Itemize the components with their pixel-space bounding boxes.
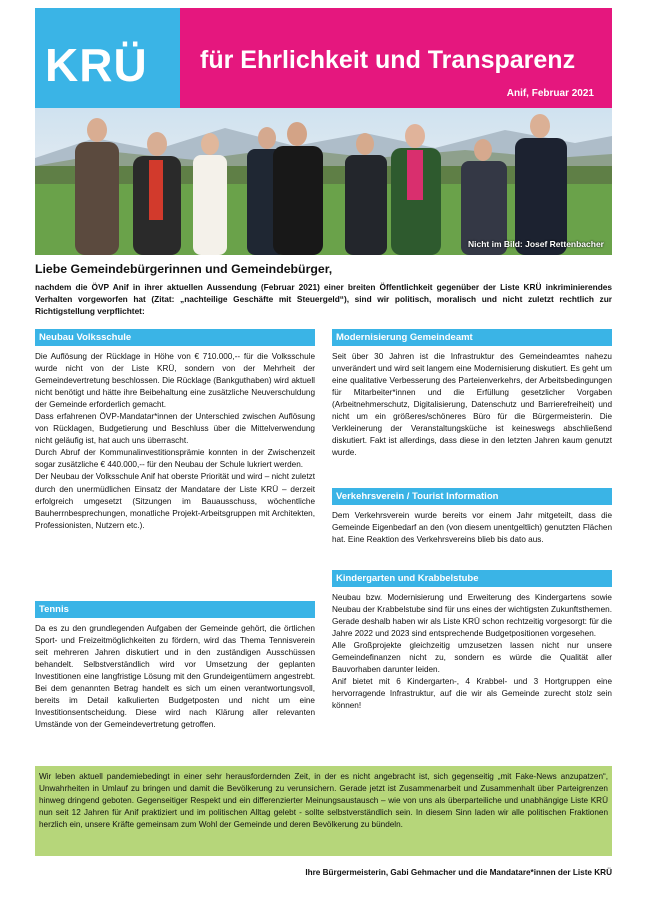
paragraph: Die Auflösung der Rücklage in Höhe von € 710.000,-- für die Volksschule wurde nicht von der Liste KRÜ, sondern von der Mehrheit der Gemeindevertretung beschlossen. Die Rücklage (Bankguthaben) wird aktuell nicht benötigt und hätte ihre Beibehaltung eine zusätzliche Neuverschuldung der Gemeinde erforderlich gemacht. <box>35 352 315 410</box>
closing-statement: Wir leben aktuell pandemiebedingt in einer sehr herausfordernden Zeit, in der es nicht angebracht ist, sich gegenseitig „mit Fake-News anzupatzen“, Unwahrheiten in Umlauf zu bringen und damit die Bevölkerung zu verunsichern. Gerade jetzt ist Zusammenarbeit und Zusammenhalt über Parteigrenzen hinweg dringend geboten. Gegenseitiger Respekt und ein differenzierter Meinungsaustausch – wie von uns als überparteiliche und unabhängige Liste KRÜ nun seit 12 Jahren für Anif praktiziert und im politischen Alltag gelebt - sollte selbstverständlich sein. In diesem Sinn laden wir alle politischen Fraktionen herzlich ein, unsere Kräfte gemeinsam zum Wohl der Gemeinde und deren Bevölkerung zu bündeln. <box>35 766 612 856</box>
section-heading-gemeindeamt: Modernisierung Gemeindeamt <box>332 329 612 346</box>
page-title: für Ehrlichkeit und Transparenz <box>200 46 576 74</box>
paragraph: Alle Großprojekte gleichzeitig umzusetzen lassen nicht nur unsere Gemeindefinanzen nicht zu, sondern es würde die Qualität aller Bauvorhaben darunter leiden. <box>332 641 612 675</box>
section-heading-tennis: Tennis <box>35 601 315 618</box>
section-text-kindergarten <box>332 592 612 712</box>
group-photo-illustration <box>35 108 612 255</box>
photo-caption: Nicht im Bild: Josef Rettenbacher <box>467 239 604 249</box>
section-heading-volksschule: Neubau Volksschule <box>35 329 315 346</box>
paragraph: Dem Verkehrsverein wurde bereits vor einem Jahr mitgeteilt, dass die Gemeinde Eigenbedarf an den (von diesem unentgeltlich) genutzten Flächen hat. Eine Reaktion des Verkehrsvereins blieb bis dato aus. <box>332 511 612 545</box>
greeting: Liebe Gemeindebürgerinnen und Gemeindebürger, <box>35 262 333 276</box>
right-column-middle <box>332 488 612 546</box>
signature: Ihre Bürgermeisterin, Gabi Gehmacher und die Mandatare*innen der Liste KRÜ <box>305 868 612 877</box>
paragraph: Der Neubau der Volksschule Anif hat oberste Priorität und wird – nicht zuletzt durch den unermüdlichen Einsatz der Mandatare der Liste KRÜ – derzeit erfolgreich umgesetzt (Sitzungen im Bauausschuss, wöchentliche Bauherrnbesprechungen, monatliche Projekt-Arbeitsgruppen mit Architekten, Professionisten, Nutzern etc.). <box>35 472 315 530</box>
group-photo <box>35 108 612 255</box>
paragraph: Seit über 30 Jahren ist die Infrastruktur des Gemeindeamtes nahezu unverändert und wird seit langem eine Modernisierung diskutiert. Es geht um eine qualitative Verbesserung des Parteienverkehrs, der Arbeitsbedingungen für Mitarbeiter*innen und die Erfüllung gesetzlicher Vorgaben (Arbeitnehmerschutz, Digitalisierung, Datenschutz und Barrierefreiheit) und nicht um ein größeres/schöneres Büro für die Bürgermeisterin. Die Verkleinerung der Veranstaltungsküche ist keineswegs abschließend diskutiert. Fakt ist allerdings, dass diese in den letzten Jahren kaum genutzt wurde. <box>332 352 612 458</box>
left-column <box>35 329 315 532</box>
header <box>35 8 612 108</box>
section-text-verkehrsverein <box>332 510 612 546</box>
section-text-gemeindeamt <box>332 351 612 459</box>
logo-panel <box>35 8 180 108</box>
right-column-lower <box>332 570 612 712</box>
section-text-tennis <box>35 623 315 731</box>
paragraph: Neubau bzw. Modernisierung und Erweiterung des Kindergartens sowie Neubau der Krabbelstube sind für uns eines der wichtigsten Zukunftsthemen. Gerade deshalb haben wir als Liste KRÜ schon rechtzeitig vorgesorgt: für die Jahre 2022 und 2023 sind entsprechende Budgetpositionen vorgesehen. <box>332 593 612 639</box>
section-heading-kindergarten: Kindergarten und Krabbelstube <box>332 570 612 587</box>
left-column-lower <box>35 601 315 731</box>
paragraph: Da es zu den grundlegenden Aufgaben der Gemeinde gehört, die örtlichen Sport- und Freizeitmöglichkeiten zu fördern, wird das Thema Tennisverein seit mehreren Jahren diskutiert und in den zuständigen Ausschüssen behandelt. Selbstverständlich wird vor Umsetzung der geplanten Investitionen eine langfristige Lösung mit den Grundeigentümern angestrebt. Bei dem genannten Betrag handelt es sich um einen verantwortungsvoll, bereits im Detail kalkulierten Budgetposten und nicht um eine Investitionsentscheidung. Diese wird nach Klärung aller relevanten Umstände von der Gemeindevertretung getroffen. <box>35 624 315 730</box>
logo-text: KRÜ <box>45 39 148 91</box>
right-column <box>332 329 612 459</box>
paragraph: Dass erfahrenen ÖVP-Mandatar*innen der Unterschied zwischen Auflösung von Rücklagen, Budgetierung und Beschluss über die Mittelverwendung nicht geläufig ist, hat auch uns überrascht. <box>35 412 315 446</box>
section-heading-verkehrsverein: Verkehrsverein / Tourist Information <box>332 488 612 505</box>
issue-date: Anif, Februar 2021 <box>506 88 594 99</box>
intro-text: nachdem die ÖVP Anif in ihrer aktuellen Aussendung (Februar 2021) einer breiten Öffentlichkeit gegenüber der Liste KRÜ inkriminierendes Verhalten vorgeworfen hat (Zitat: „nachteilige Geschäfte mit Steuergeld“), sind wir politisch, moralisch und nicht zuletzt rechtlich zur Richtigstellung verpflichtet: <box>35 282 612 317</box>
paragraph: Anif bietet mit 6 Kindergarten-, 4 Krabbel- und 3 Hortgruppen eine hervorragende Infrastruktur, auf die wir als Gemeinde zurecht stolz sein können! <box>332 677 612 711</box>
section-text-volksschule <box>35 351 315 532</box>
paragraph: Durch Abruf der Kommunalinvestitionsprämie konnten in der Zwischenzeit sogar zusätzliche € 440.000,-- für den Neubau der Schule lukriert werden. <box>35 448 315 470</box>
